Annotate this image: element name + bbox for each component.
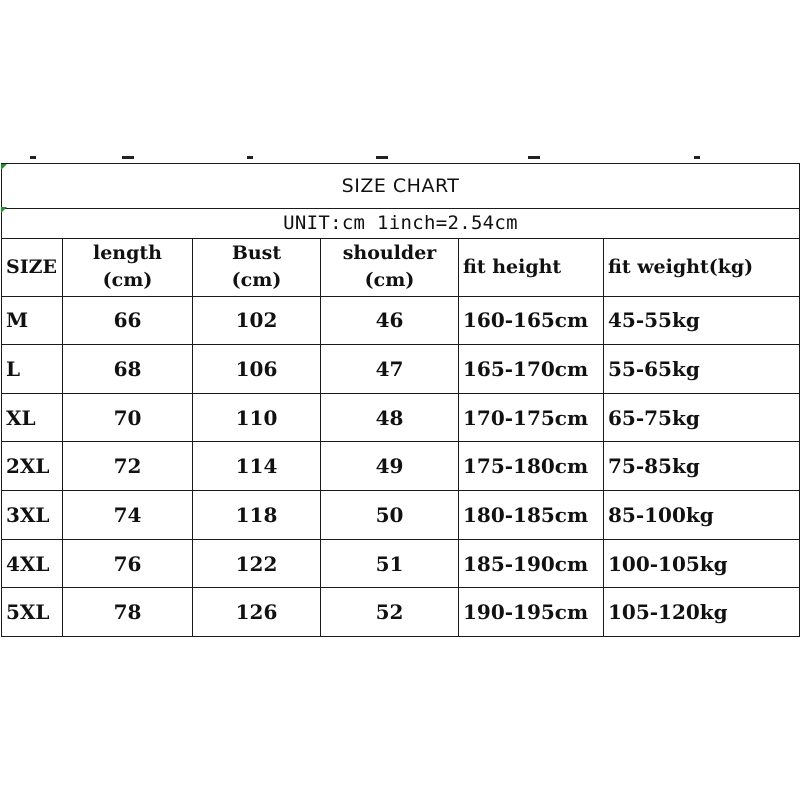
cell-fit-height: 190-195cm [459,588,604,637]
header-text: shoulder [342,242,437,265]
cell-bust: 102 [193,296,321,345]
cell-fit-height: 170-175cm [459,393,604,442]
cell-fit-weight: 85-100kg [604,491,800,540]
header-unit: (cm) [364,269,415,292]
cell-fit-height: 160-165cm [459,296,604,345]
cropped-row-fragments [0,156,800,162]
cell-length: 70 [63,393,193,442]
column-header-bust [193,238,321,296]
cell-fit-height: 185-190cm [459,539,604,588]
cell-bust: 110 [193,393,321,442]
table-row [2,393,800,442]
cell-length: 66 [63,296,193,345]
cell-fit-weight: 105-120kg [604,588,800,637]
fragment-mark [376,156,388,159]
column-header-shoulder [321,238,459,296]
fragment-mark [528,156,540,159]
cell-bust: 126 [193,588,321,637]
table-row [2,345,800,394]
table-row [2,442,800,491]
cell-shoulder: 48 [321,393,459,442]
cell-size: M [2,296,63,345]
cell-size: 2XL [2,442,63,491]
cell-shoulder: 47 [321,345,459,394]
cell-shoulder: 46 [321,296,459,345]
cell-length: 72 [63,442,193,491]
cell-bust: 114 [193,442,321,491]
cell-length: 78 [63,588,193,637]
size-chart-table [1,163,800,637]
header-row [2,238,800,296]
fragment-mark [247,156,253,159]
table-row [2,539,800,588]
header-text: Bust [231,242,282,265]
fragment-mark [694,156,700,159]
cell-shoulder: 49 [321,442,459,491]
cell-shoulder: 52 [321,588,459,637]
cell-fit-height: 165-170cm [459,345,604,394]
cell-comment-marker [1,207,7,213]
column-header-fit-weight [604,238,800,296]
unit-row [2,208,800,238]
header-unit: (cm) [231,269,282,292]
header-text: SIZE [6,255,57,278]
column-header-fit-height [459,238,604,296]
header-unit: (cm) [102,269,153,292]
column-header-size [2,238,63,296]
header-text: fit weight(kg) [608,255,754,278]
cell-size: 4XL [2,539,63,588]
title-row [2,164,800,209]
cell-bust: 118 [193,491,321,540]
cell-length: 68 [63,345,193,394]
table-row [2,296,800,345]
cell-fit-weight: 55-65kg [604,345,800,394]
cell-fit-height: 180-185cm [459,491,604,540]
cell-shoulder: 50 [321,491,459,540]
cell-comment-marker [1,164,7,170]
cell-size: 3XL [2,491,63,540]
cell-shoulder: 51 [321,539,459,588]
cell-bust: 106 [193,345,321,394]
column-header-length [63,238,193,296]
cell-size: XL [2,393,63,442]
fragment-mark [30,156,36,159]
header-text: fit height [463,255,562,278]
cell-fit-weight: 75-85kg [604,442,800,491]
cell-size: L [2,345,63,394]
chart-title: SIZE CHART [2,164,800,209]
table-row [2,491,800,540]
cell-fit-weight: 100-105kg [604,539,800,588]
header-text: length [93,242,162,265]
cell-fit-height: 175-180cm [459,442,604,491]
unit-note: UNIT:cm 1inch=2.54cm [2,208,800,238]
cell-length: 76 [63,539,193,588]
fragment-mark [122,156,134,159]
cell-bust: 122 [193,539,321,588]
cell-fit-weight: 45-55kg [604,296,800,345]
cell-size: 5XL [2,588,63,637]
cell-length: 74 [63,491,193,540]
cell-fit-weight: 65-75kg [604,393,800,442]
table-row [2,588,800,637]
